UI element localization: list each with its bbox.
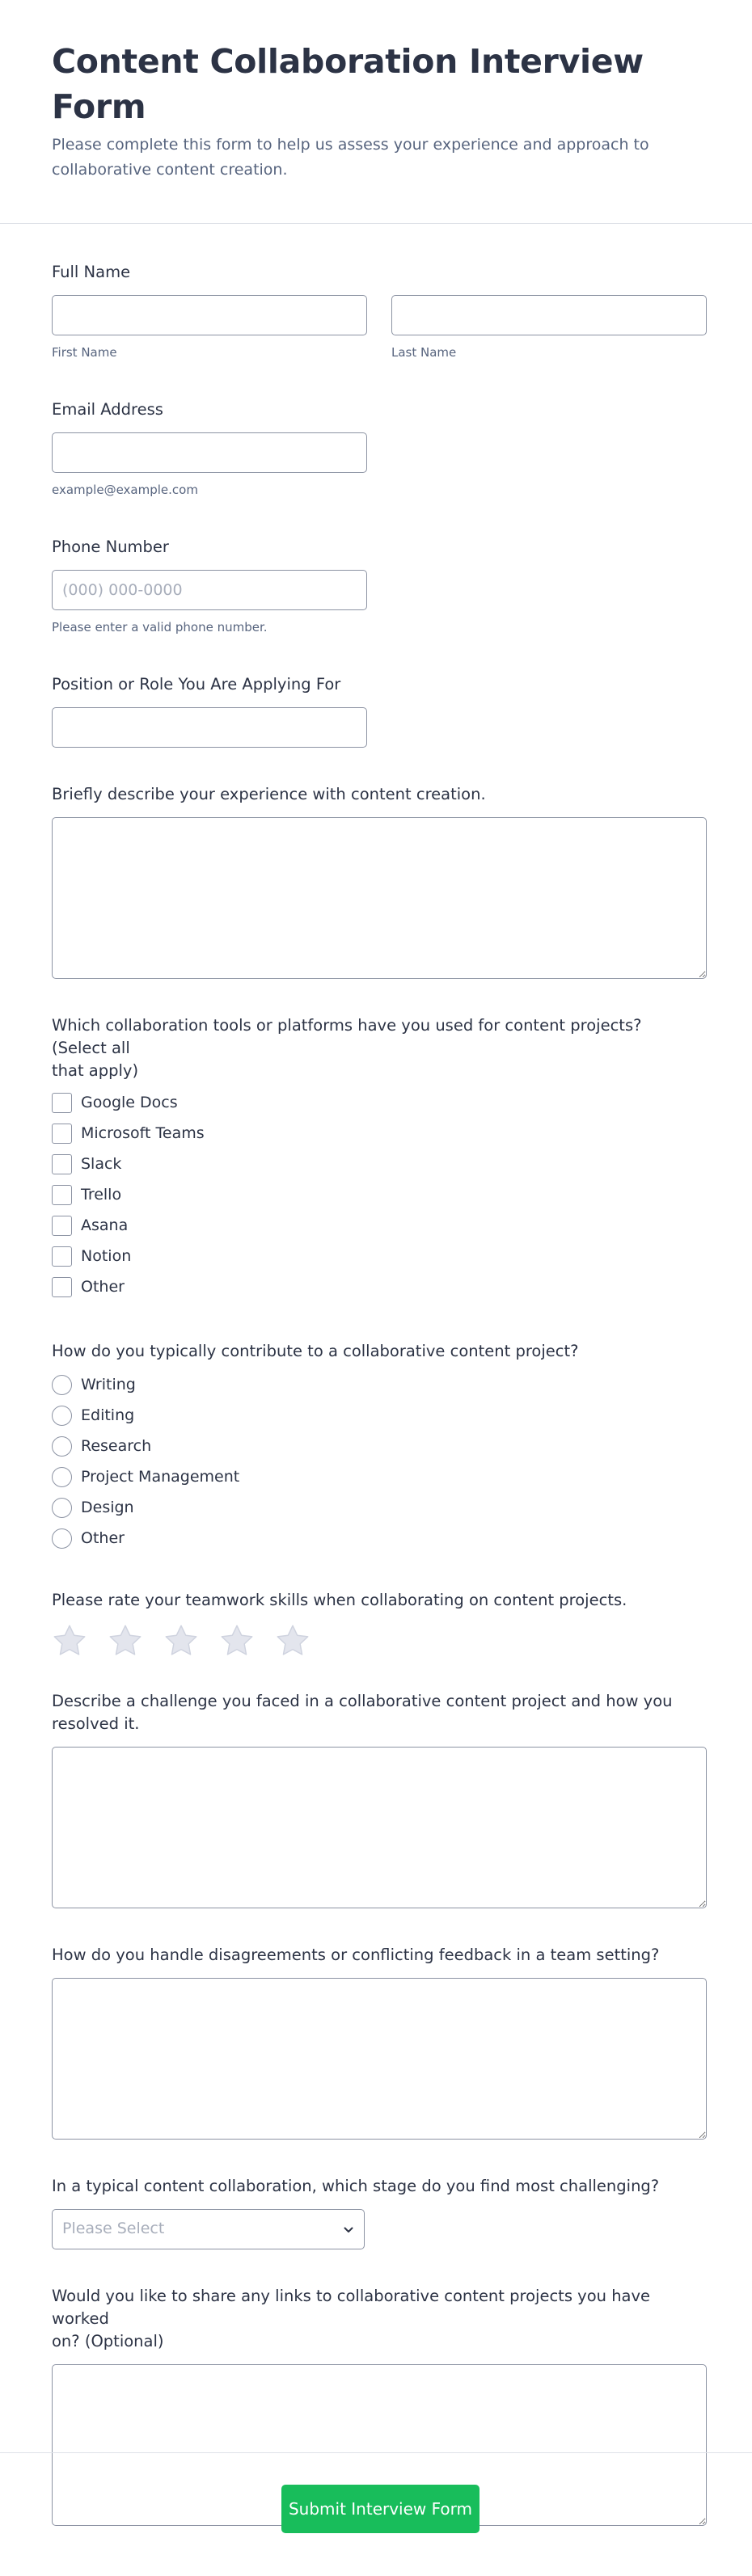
stage-label: In a typical content collaboration, which stage do you find most challenging? (52, 2177, 660, 2195)
position-label: Position or Role You Are Applying For (52, 675, 341, 694)
checkbox[interactable] (52, 1246, 72, 1267)
last-name-input[interactable] (391, 295, 707, 335)
email-sublabel: example@example.com (52, 483, 198, 497)
tool-option-asana[interactable]: Asana (52, 1210, 700, 1241)
checkbox[interactable] (52, 1093, 72, 1113)
tool-option-google-docs[interactable]: Google Docs (52, 1087, 700, 1118)
radio-button[interactable] (52, 1498, 72, 1518)
full-name-label: Full Name (52, 263, 131, 281)
stage-select-placeholder: Please Select (62, 2220, 165, 2237)
phone-sublabel: Please enter a valid phone number. (52, 620, 268, 635)
contribution-option-writing[interactable]: Writing (52, 1369, 700, 1400)
tools-label-line-1: Which collaboration tools or platforms have you used for content projects? (Select all (52, 1016, 642, 1057)
tool-option-notion[interactable]: Notion (52, 1241, 700, 1271)
stage-field (52, 2175, 700, 2249)
tool-option-trello[interactable]: Trello (52, 1179, 700, 1210)
challenge-textarea[interactable] (52, 1747, 707, 1908)
phone-label: Phone Number (52, 538, 169, 556)
links-label (52, 2285, 700, 2353)
phone-field (52, 536, 700, 635)
challenge-label (52, 1690, 700, 1735)
chevron-down-icon (343, 2224, 354, 2236)
form-header (0, 0, 752, 224)
checkbox[interactable] (52, 1277, 72, 1297)
tool-option-other[interactable]: Other (52, 1271, 700, 1302)
disagreements-field (52, 1944, 700, 2140)
experience-label: Briefly describe your experience with content creation. (52, 785, 486, 803)
subtitle-line-1: Please complete this form to help us assess your experience and approach to (52, 136, 649, 154)
tool-option-microsoft-teams[interactable]: Microsoft Teams (52, 1118, 700, 1149)
contribution-option-design[interactable]: Design (52, 1492, 700, 1523)
contribution-option-project-management[interactable]: Project Management (52, 1461, 700, 1492)
phone-input[interactable] (52, 570, 367, 610)
tools-field (52, 1014, 700, 1302)
disagreements-label: How do you handle disagreements or conflicting feedback in a team setting? (52, 1946, 660, 1964)
email-input[interactable] (52, 432, 367, 473)
contribution-options (52, 1369, 700, 1554)
checkbox[interactable] (52, 1216, 72, 1236)
radio-button[interactable] (52, 1375, 72, 1395)
radio-button[interactable] (52, 1436, 72, 1457)
radio-button[interactable] (52, 1406, 72, 1426)
tools-label (52, 1014, 700, 1082)
star-icon[interactable] (52, 1623, 87, 1659)
contribution-label: How do you typically contribute to a collaborative content project? (52, 1342, 579, 1360)
form-subtitle (52, 133, 700, 183)
challenge-label-line-2: resolved it. (52, 1714, 140, 1733)
email-field (52, 398, 700, 498)
star-icon[interactable] (163, 1623, 199, 1659)
email-label: Email Address (52, 400, 163, 419)
position-input[interactable] (52, 707, 367, 748)
contribution-option-other[interactable]: Other (52, 1523, 700, 1554)
tools-options (52, 1087, 700, 1302)
position-field (52, 673, 700, 748)
checkbox[interactable] (52, 1185, 72, 1205)
stage-select[interactable] (52, 2209, 365, 2249)
links-label-line-2: on? (Optional) (52, 2332, 164, 2350)
checkbox[interactable] (52, 1154, 72, 1174)
star-icon[interactable] (275, 1623, 311, 1659)
last-name-sublabel: Last Name (391, 345, 457, 360)
form-title: Content Collaboration Interview Form (52, 42, 644, 126)
tools-label-line-2: that apply) (52, 1061, 139, 1080)
contribution-option-editing[interactable]: Editing (52, 1400, 700, 1431)
experience-field (52, 783, 700, 979)
challenge-label-line-1: Describe a challenge you faced in a collaborative content project and how you (52, 1692, 673, 1710)
links-label-line-1: Would you like to share any links to collaborative content projects you have worked (52, 2287, 651, 2328)
star-rating (52, 1623, 700, 1659)
first-name-sublabel: First Name (52, 345, 117, 360)
radio-button[interactable] (52, 1467, 72, 1487)
experience-textarea[interactable] (52, 817, 707, 979)
disagreements-textarea[interactable] (52, 1978, 707, 2140)
star-icon[interactable] (219, 1623, 255, 1659)
tool-option-slack[interactable]: Slack (52, 1149, 700, 1179)
contribution-option-research[interactable]: Research (52, 1431, 700, 1461)
submit-button[interactable]: Submit Interview Form (281, 2485, 480, 2533)
first-name-input[interactable] (52, 295, 367, 335)
rating-label: Please rate your teamwork skills when collaborating on content projects. (52, 1591, 627, 1609)
rating-field (52, 1589, 700, 1659)
star-icon[interactable] (108, 1623, 143, 1659)
form-body (0, 261, 752, 2526)
challenge-field (52, 1690, 700, 1908)
full-name-field (52, 261, 700, 360)
checkbox[interactable] (52, 1124, 72, 1144)
subtitle-line-2: collaborative content creation. (52, 161, 288, 179)
contribution-field (52, 1340, 700, 1554)
form-footer (0, 2452, 752, 2576)
radio-button[interactable] (52, 1528, 72, 1549)
